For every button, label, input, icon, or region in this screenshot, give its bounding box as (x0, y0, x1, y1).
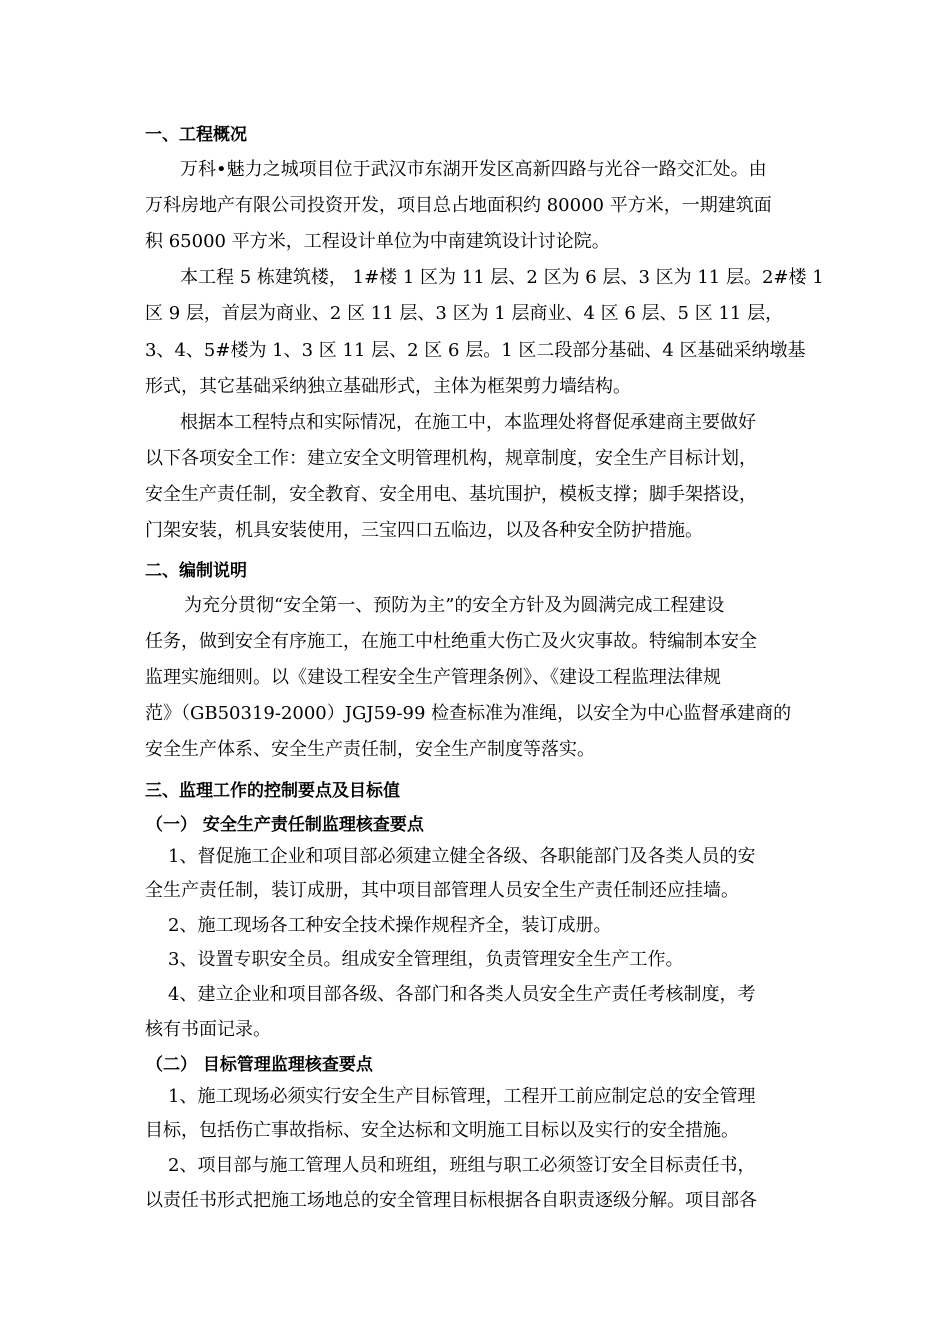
paragraph-line: 形式，其它基础采纳独立基础形式，主体为框架剪力墙结构。 (145, 376, 631, 397)
paragraph-line: 为充分贯彻“安全第一、预防为主”的安全方针及为圆满完成工程建设 (184, 595, 725, 616)
paragraph-line: 范》（GB50319-2000）JGJ59-99 检查标准为准绳，以安全为中心监督承建商的 (145, 703, 792, 724)
paragraph-line: 任务，做到安全有序施工，在施工中杜绝重大伤亡及火灾事故。特编制本安全 (145, 631, 757, 652)
paragraph-line: 3、4、5#楼为 1、3 区 11 层、2 区 6 层。1 区二段部分基础、4 区基础采纳墩基 (145, 340, 806, 361)
list-item-line: 全生产责任制，装订成册，其中项目部管理人员安全生产责任制还应挂墙。 (145, 880, 739, 901)
list-item-line: 核有书面记录。 (145, 1019, 271, 1040)
list-item-line: 4、建立企业和项目部各级、各部门和各类人员安全生产责任考核制度，考 (168, 984, 756, 1005)
section-heading-preparation: 二、编制说明 (145, 561, 247, 581)
paragraph-line: 万科房地产有限公司投资开发，项目总占地面积约 80000 平方米，一期建筑面 (145, 195, 772, 216)
list-item-line: 2、项目部与施工管理人员和班组，班组与职工必须签订安全目标责任书， (168, 1155, 756, 1176)
paragraph-line: 安全生产体系、安全生产责任制，安全生产制度等落实。 (145, 739, 595, 760)
paragraph-line: 监理实施细则。以《建设工程安全生产管理条例》、《建设工程监理法律规 (145, 667, 721, 688)
paragraph-line: 本工程 5 栋建筑楼， 1#楼 1 区为 11 层、2 区为 6 层、3 区为 11 层。2#楼 1 (180, 267, 824, 288)
subsection-heading-target-management: （二） 目标管理监理核查要点 (146, 1055, 373, 1075)
list-item-line: 3、设置专职安全员。组成安全管理组，负责管理安全生产工作。 (168, 949, 684, 970)
section-heading-control-points: 三、监理工作的控制要点及目标值 (145, 781, 400, 801)
paragraph-line: 以下各项安全工作：建立安全文明管理机构，规章制度，安全生产目标计划， (145, 448, 757, 469)
list-item-line: 目标，包括伤亡事故指标、安全达标和文明施工目标以及实行的安全措施。 (145, 1120, 739, 1141)
paragraph-line: 安全生产责任制，安全教育、安全用电、基坑围护，模板支撑；脚手架搭设， (145, 484, 757, 505)
section-heading-overview: 一、工程概况 (145, 125, 247, 145)
list-item-line: 1、督促施工企业和项目部必须建立健全各级、各职能部门及各类人员的安 (168, 846, 756, 867)
subsection-heading-responsibility: （一） 安全生产责任制监理核查要点 (146, 815, 424, 835)
paragraph-line: 区 9 层，首层为商业、2 区 11 层、3 区为 1 层商业、4 区 6 层、5 区 11 层， (145, 303, 784, 324)
paragraph-line: 积 65000 平方米，工程设计单位为中南建筑设计讨论院。 (145, 231, 610, 252)
paragraph-line: 万科•魅力之城项目位于武汉市东湖开发区高新四路与光谷一路交汇处。由 (180, 159, 767, 180)
paragraph-line: 门架安装，机具安装使用，三宝四口五临边，以及各种安全防护措施。 (145, 520, 703, 541)
paragraph-line: 根据本工程特点和实际情况，在施工中，本监理处将督促承建商主要做好 (180, 412, 756, 433)
list-item-line: 2、施工现场各工种安全技术操作规程齐全，装订成册。 (168, 915, 612, 936)
list-item-line: 以责任书形式把施工场地总的安全管理目标根据各自职责逐级分解。项目部各 (145, 1190, 757, 1211)
list-item-line: 1、施工现场必须实行安全生产目标管理，工程开工前应制定总的安全管理 (168, 1086, 756, 1107)
